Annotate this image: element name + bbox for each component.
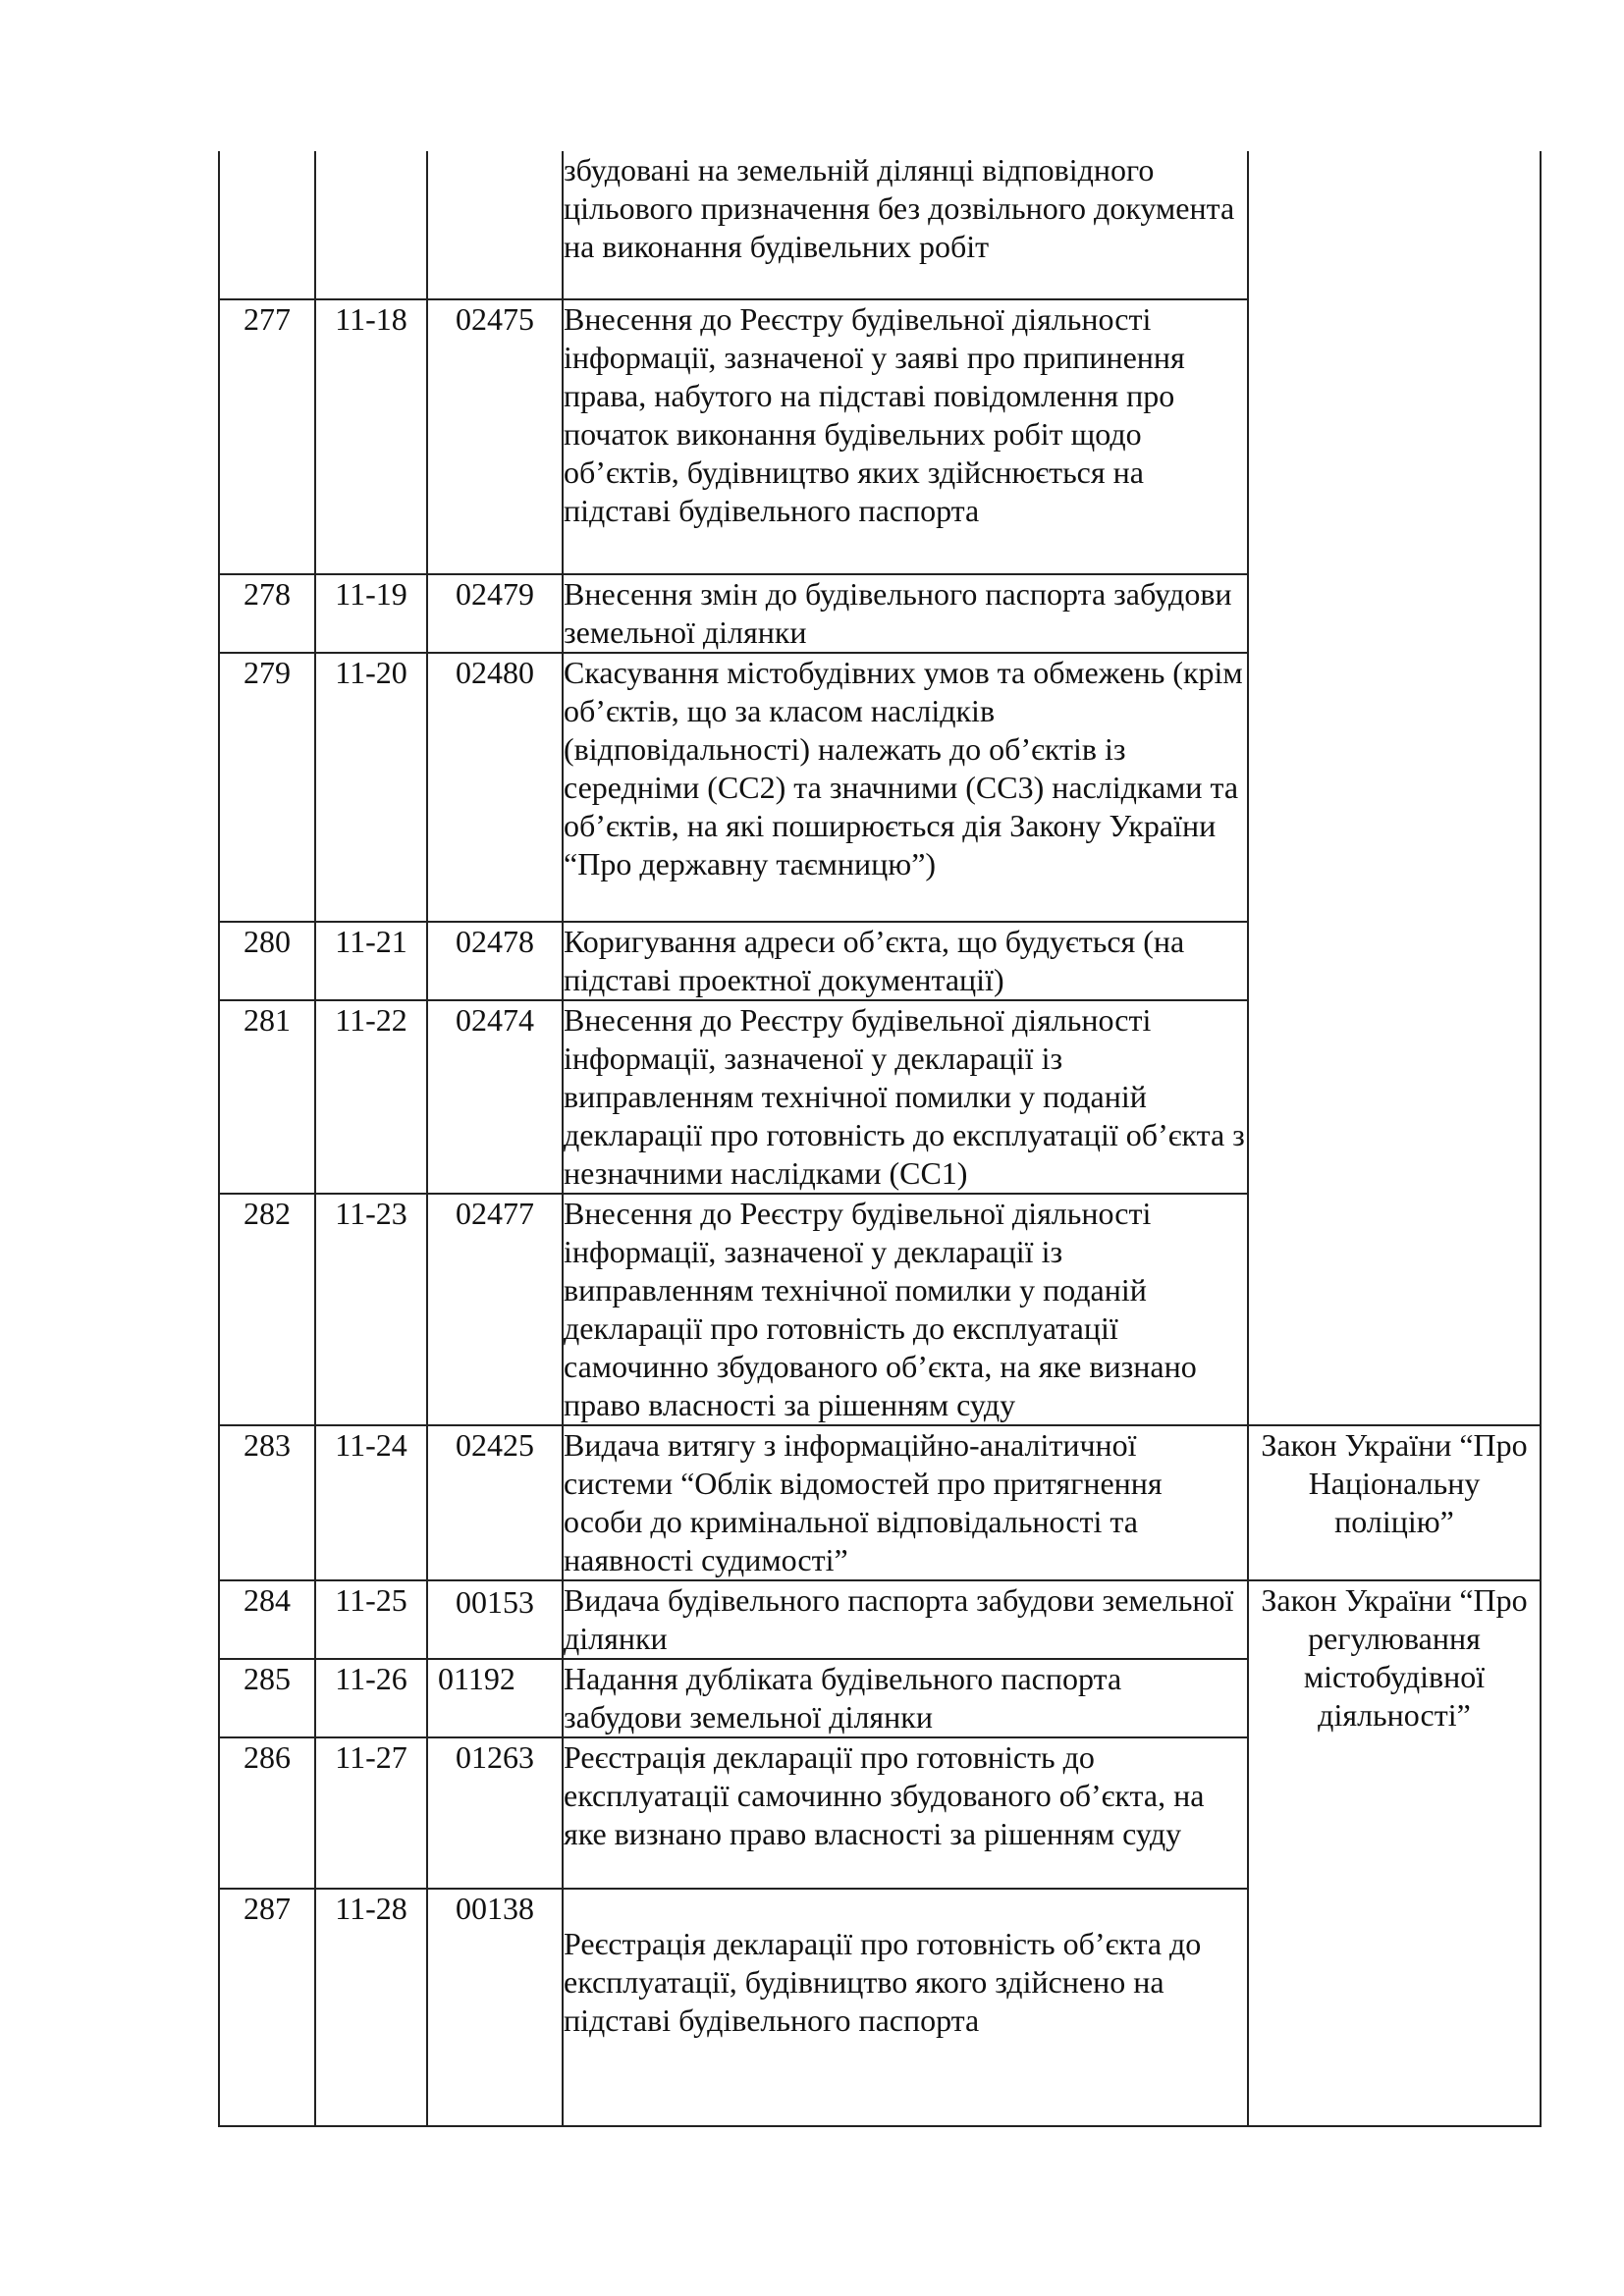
cell-service-name: Внесення до Реєстру будівельної діяльності інформації, зазначеної у декларації із виправленням технічної помилки у поданій декларації про готовність до експлуатації об’єкта з незначними наслідками (СС1) (563, 1000, 1248, 1194)
cell-code: 11-25 (315, 1580, 427, 1659)
cell-id: 02478 (427, 922, 563, 1000)
cell-id: 02475 (427, 299, 563, 574)
cell-service-name: Скасування містобудівних умов та обмежень (крім об’єктів, що за класом наслідків (відповідальності) належать до об’єктів із середніми (СС2) та значними (СС3) наслідками та об’єктів, на які поширюється дія Закону України “Про державну таємницю”) (563, 653, 1248, 922)
cell-code: 11-18 (315, 299, 427, 574)
cell-code: 11-28 (315, 1889, 427, 2126)
cell-code: 11-22 (315, 1000, 427, 1194)
cell-id: 00138 (427, 1889, 563, 2126)
cell-service-name: Видача витягу з інформаційно-аналітичної системи “Облік відомостей про притягнення особи до кримінальної відповідальності та наявності судимості” (563, 1425, 1248, 1580)
cell-law-police: Закон України “Про Національну поліцію” (1248, 1425, 1541, 1580)
cell-law-continued (1248, 151, 1541, 1425)
service-name-text: Реєстрація декларації про готовність об’єкта до експлуатації, будівництво якого здійснено на підставі будівельного паспорта (564, 1926, 1202, 2038)
cell-law-urban: Закон України “Про регулювання містобудівної діяльності” (1248, 1580, 1541, 2126)
services-table (218, 151, 1542, 2127)
table-row (219, 1580, 1541, 1659)
cell-no: 286 (219, 1737, 315, 1889)
cell-service-name: Внесення до Реєстру будівельної діяльності інформації, зазначеної у декларації із виправленням технічної помилки у поданій декларації про готовність до експлуатації самочинно збудованого об’єкта, на яке визнано право власності за рішенням суду (563, 1194, 1248, 1425)
cell-service-name: Реєстрація декларації про готовність до експлуатації самочинно збудованого об’єкта, на яке визнано право власності за рішенням суду (563, 1737, 1248, 1889)
cell-service-name: Коригування адреси об’єкта, що будується (на підставі проектної документації) (563, 922, 1248, 1000)
cell-no: 281 (219, 1000, 315, 1194)
cell-service-name: Внесення змін до будівельного паспорта забудови земельної ділянки (563, 574, 1248, 653)
cell-no: 280 (219, 922, 315, 1000)
cell-no: 284 (219, 1580, 315, 1659)
cell-no: 283 (219, 1425, 315, 1580)
cell-no: 285 (219, 1659, 315, 1737)
cell-code: 11-26 (315, 1659, 427, 1737)
cell-code: 11-27 (315, 1737, 427, 1889)
cell-code: 11-20 (315, 653, 427, 922)
cell-id: 02480 (427, 653, 563, 922)
cell-no: 279 (219, 653, 315, 922)
cell-code: 11-23 (315, 1194, 427, 1425)
table-row (219, 1425, 1541, 1580)
cell-no: 287 (219, 1889, 315, 2126)
cell-id (427, 151, 563, 299)
cell-code: 11-21 (315, 922, 427, 1000)
cell-id: 00153 (427, 1580, 563, 1659)
cell-id: 02425 (427, 1425, 563, 1580)
cell-no (219, 151, 315, 299)
table-row-continuation (219, 151, 1541, 299)
cell-code (315, 151, 427, 299)
cell-service-name: Видача будівельного паспорта забудови земельної ділянки (563, 1580, 1248, 1659)
cell-id: 02479 (427, 574, 563, 653)
cell-service-name: збудовані на земельній ділянці відповідного цільового призначення без дозвільного документа на виконання будівельних робіт (563, 151, 1248, 299)
cell-service-name: Надання дубліката будівельного паспорта забудови земельної ділянки (563, 1659, 1248, 1737)
cell-id: 01192 (427, 1659, 563, 1737)
cell-code: 11-24 (315, 1425, 427, 1580)
cell-service-name (563, 1889, 1248, 2126)
cell-service-name: Внесення до Реєстру будівельної діяльності інформації, зазначеної у заяві про припинення права, набутого на підставі повідомлення про початок виконання будівельних робіт щодо об’єктів, будівництво яких здійснюється на підставі будівельного паспорта (563, 299, 1248, 574)
cell-id: 01263 (427, 1737, 563, 1889)
cell-code: 11-19 (315, 574, 427, 653)
cell-no: 278 (219, 574, 315, 653)
cell-id: 02474 (427, 1000, 563, 1194)
cell-id: 02477 (427, 1194, 563, 1425)
cell-no: 282 (219, 1194, 315, 1425)
cell-no: 277 (219, 299, 315, 574)
